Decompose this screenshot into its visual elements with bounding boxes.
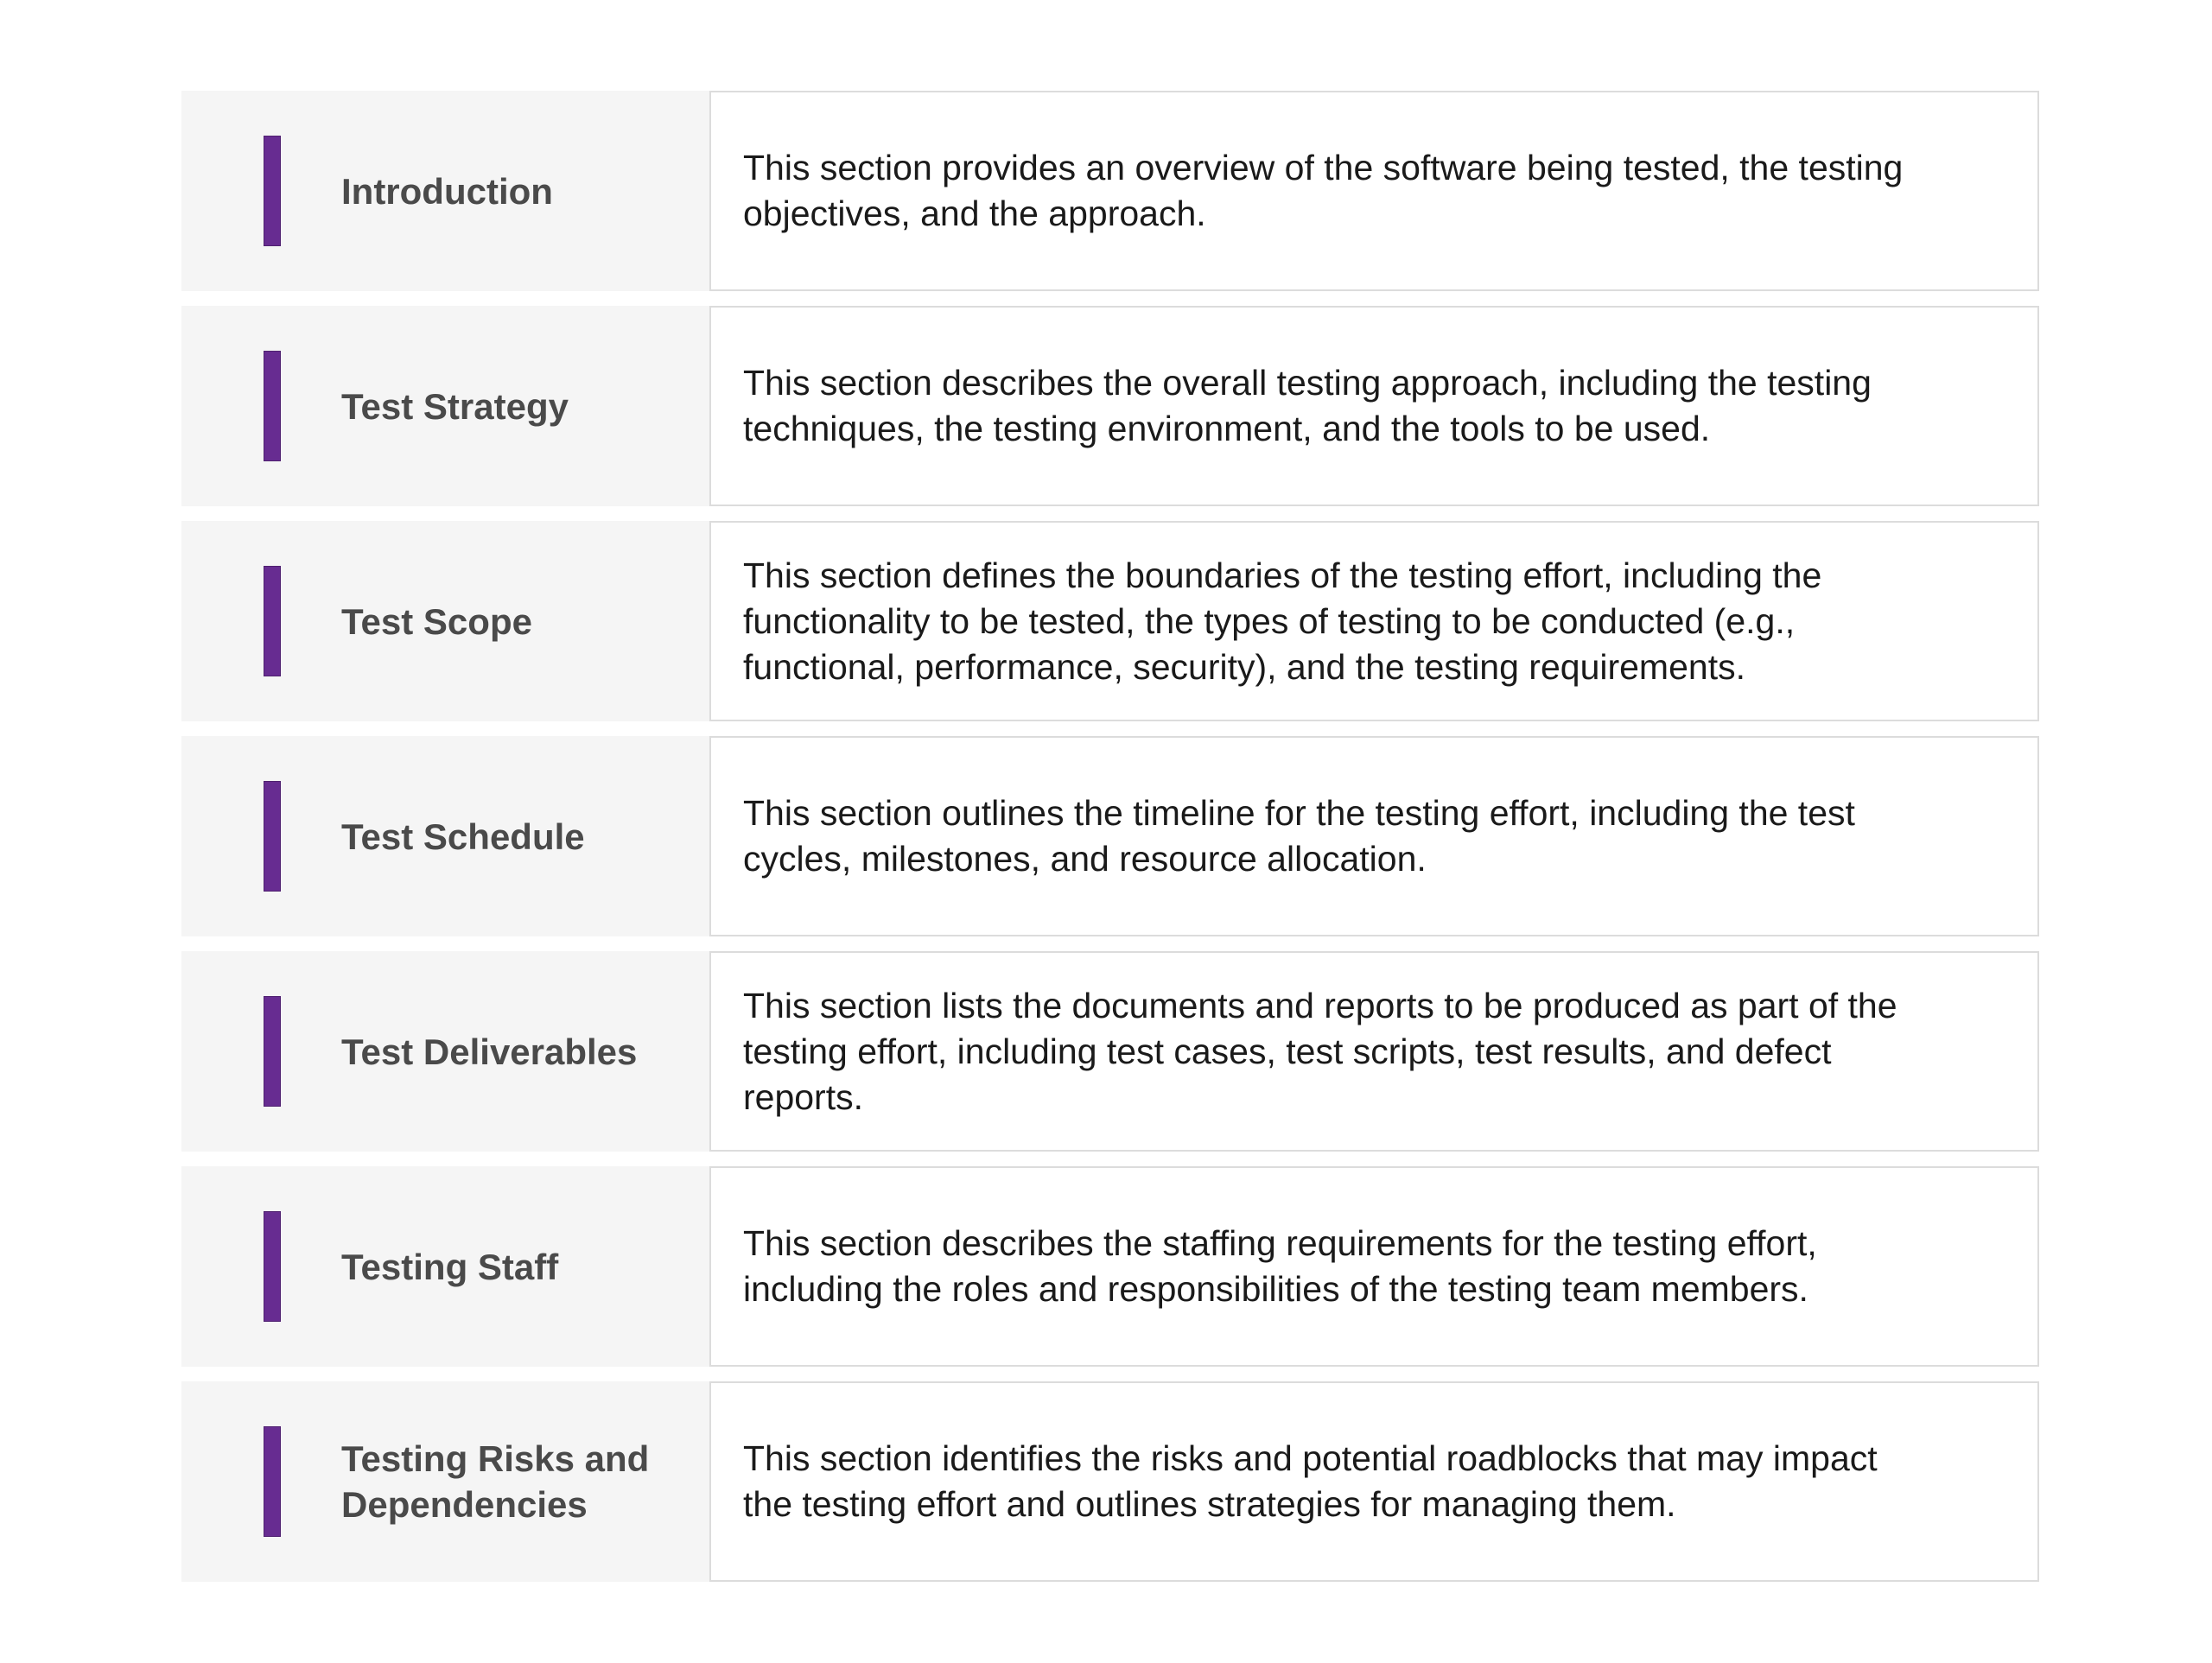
section-title: Test Strategy	[341, 385, 569, 427]
section-row-test-scope	[181, 521, 2039, 721]
test-plan-sections-table	[181, 91, 2039, 1596]
section-description: This section lists the documents and reports to be produced as part of the testing effort, including test cases, test scripts, test results, and defect reports.	[743, 985, 1897, 1117]
section-row-test-deliverables	[181, 951, 2039, 1152]
section-description-cell	[709, 1166, 2039, 1367]
section-description: This section defines the boundaries of the testing effort, including the functionality to be tested, the types of testing to be conducted (e.g., functional, performance, security), and the testing requirements.	[743, 555, 1822, 687]
accent-bar	[264, 1426, 281, 1537]
accent-bar	[264, 996, 281, 1107]
section-title: Test Schedule	[341, 816, 585, 857]
section-label-cell	[181, 91, 709, 291]
section-description: This section outlines the timeline for the testing effort, including the test cycles, milestones, and resource allocation.	[743, 793, 1855, 879]
accent-bar	[264, 136, 281, 246]
section-description: This section identifies the risks and potential roadblocks that may impact the testing effort and outlines strategies for managing them.	[743, 1438, 1878, 1524]
section-row-test-schedule	[181, 736, 2039, 936]
accent-bar	[264, 1211, 281, 1322]
section-description-cell	[709, 1381, 2039, 1582]
section-description: This section describes the staffing requirements for the testing effort, including the roles and responsibilities of the testing team members.	[743, 1223, 1817, 1309]
section-description: This section describes the overall testing approach, including the testing techniques, the testing environment, and the tools to be used.	[743, 363, 1872, 448]
section-row-introduction	[181, 91, 2039, 291]
section-label-cell	[181, 1381, 709, 1582]
section-title: Test Deliverables	[341, 1031, 638, 1072]
section-label-cell	[181, 306, 709, 506]
accent-bar	[264, 351, 281, 461]
section-row-testing-staff	[181, 1166, 2039, 1367]
section-label-cell	[181, 951, 709, 1152]
section-label-cell	[181, 1166, 709, 1367]
section-title: Introduction	[341, 170, 553, 212]
section-label-cell	[181, 521, 709, 721]
section-row-test-strategy	[181, 306, 2039, 506]
section-label-cell	[181, 736, 709, 936]
section-description: This section provides an overview of the software being tested, the testing objectives, and the approach.	[743, 148, 1904, 233]
section-title: Testing Risks and Dependencies	[341, 1438, 650, 1525]
section-title: Testing Staff	[341, 1246, 559, 1287]
section-description-cell	[709, 951, 2039, 1152]
section-description-cell	[709, 91, 2039, 291]
accent-bar	[264, 566, 281, 676]
section-title: Test Scope	[341, 600, 532, 642]
accent-bar	[264, 781, 281, 892]
section-row-testing-risks-and-dependencies	[181, 1381, 2039, 1582]
section-description-cell	[709, 521, 2039, 721]
section-description-cell	[709, 736, 2039, 936]
section-description-cell	[709, 306, 2039, 506]
